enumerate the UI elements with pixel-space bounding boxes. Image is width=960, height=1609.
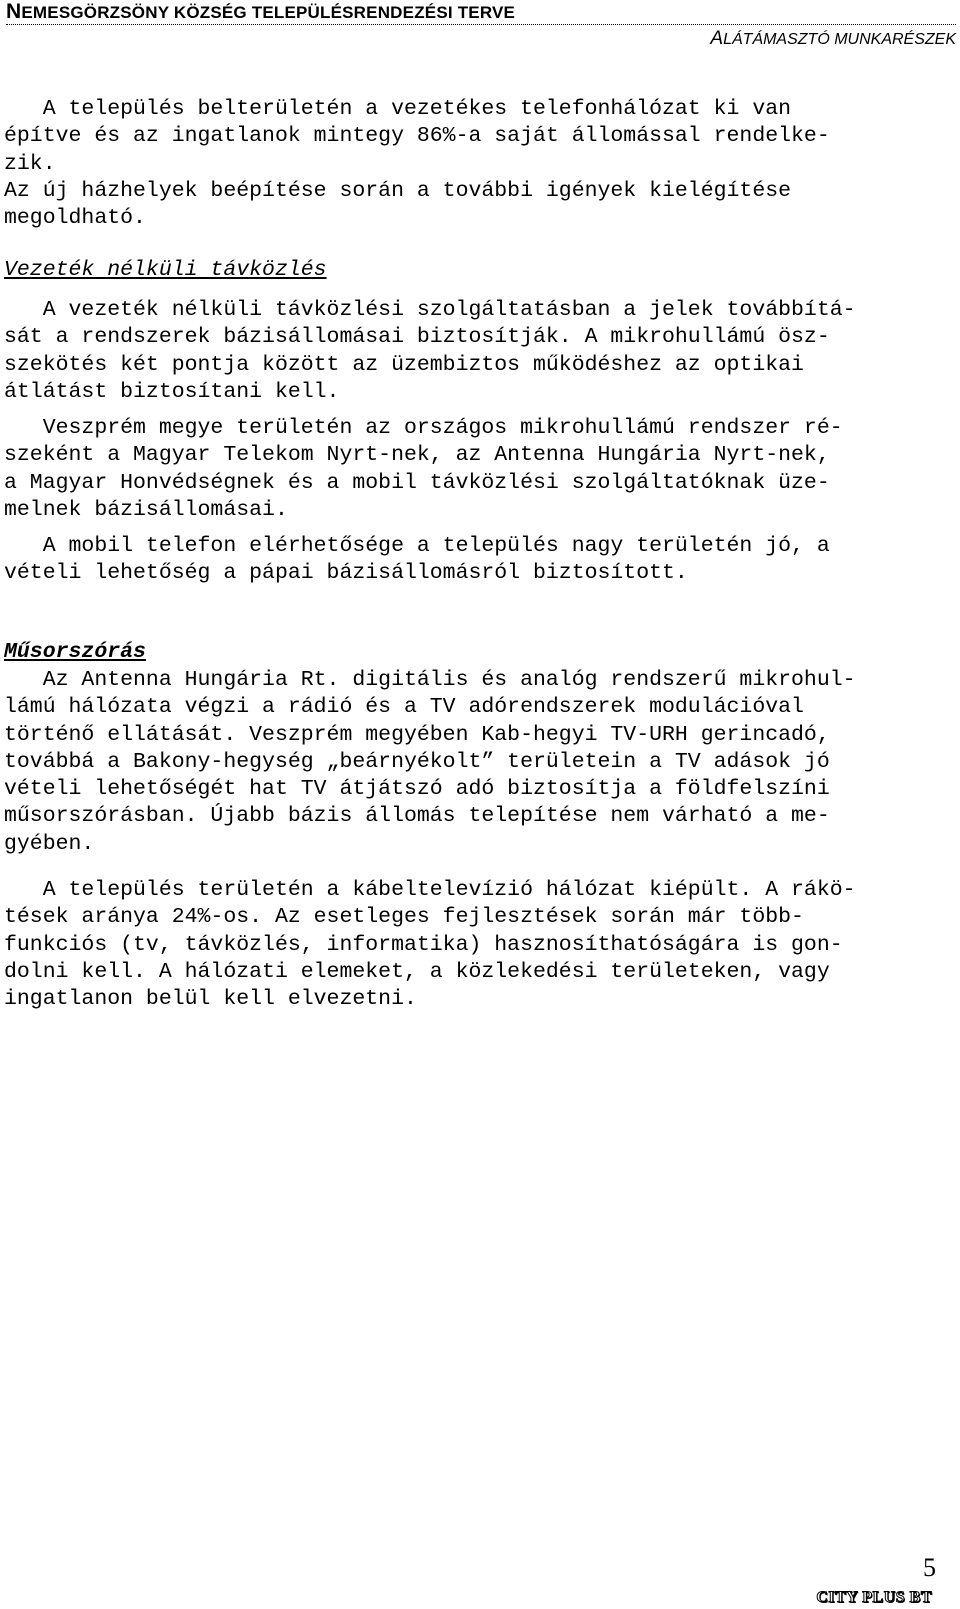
heading-wireless: Vezeték nélküli távközlés [4,258,327,282]
heading-broadcast: Műsorszórás [4,640,146,664]
paragraph-mobile: A mobil telefon elérhetősége a település nagy területén jó, a vételi lehetőség a pápai bázisállomásról biztosított. [4,534,830,586]
paragraph-landline: A település belterületén a vezetékes telefonhálózat ki van építve és az ingatlanok mintegy 86%-a saját állomással rendelke- zik. Az új házhelyek beépítése során a további igények kielégítése megoldható. [4,97,830,231]
document-title: NEMESGÖRZSÖNY KÖZSÉG TELEPÜLÉSRENDEZÉSI TERVE [6,0,516,23]
company-logo: CITY PLUS BT [816,1589,932,1606]
paragraph-cable-tv: A település területén a kábeltelevízió hálózat kiépült. A rákö- tések aránya 24%-os. Az esetleges fejlesztések során már több- funkciós (tv, távközlés, informatika) hasznosíthatóságára is gon- dolni kell. A hálózati elemeket, a közlekedési területeken, vagy ingatlanon belül kell elvezetni. [4,878,856,1012]
header-divider [6,24,956,25]
document-subtitle: ALÁTÁMASZTÓ MUNKARÉSZEK [710,28,956,49]
page-number: 5 [923,1553,936,1582]
paragraph-microwave: Veszprém megye területén az országos mikrohullámú rendszer ré- szeként a Magyar Telekom Nyrt-nek, az Antenna Hungária Nyrt-nek, a Magyar Honvédségnek és a mobil távközlési szolgáltatóknak üze- melnek bázisállomásai. [4,416,843,522]
page-header [6,0,956,48]
paragraph-wireless: A vezeték nélküli távközlési szolgáltatásban a jelek továbbítá- sát a rendszerek bázisállomásai biztosítják. A mikrohullámú ösz- szekötés két pontja között az üzembiztos működéshez az optikai átlátást biztosítani kell. [4,298,856,404]
paragraph-broadcast: Az Antenna Hungária Rt. digitális és analóg rendszerű mikrohul- lámú hálózata végzi a rádió és a TV adórendszerek modulációval történő ellátását. Veszprém megyében Kab-hegyi TV-URH gerincadó, továbbá a Bakony-hegység „beárnyékolt” területein a TV adások jó vételi lehetőségét hat TV átjátszó adó biztosítja a földfelszíni műsorszórásban. Újabb bázis állomás telepítése nem várható a me- gyében. [4,668,856,856]
